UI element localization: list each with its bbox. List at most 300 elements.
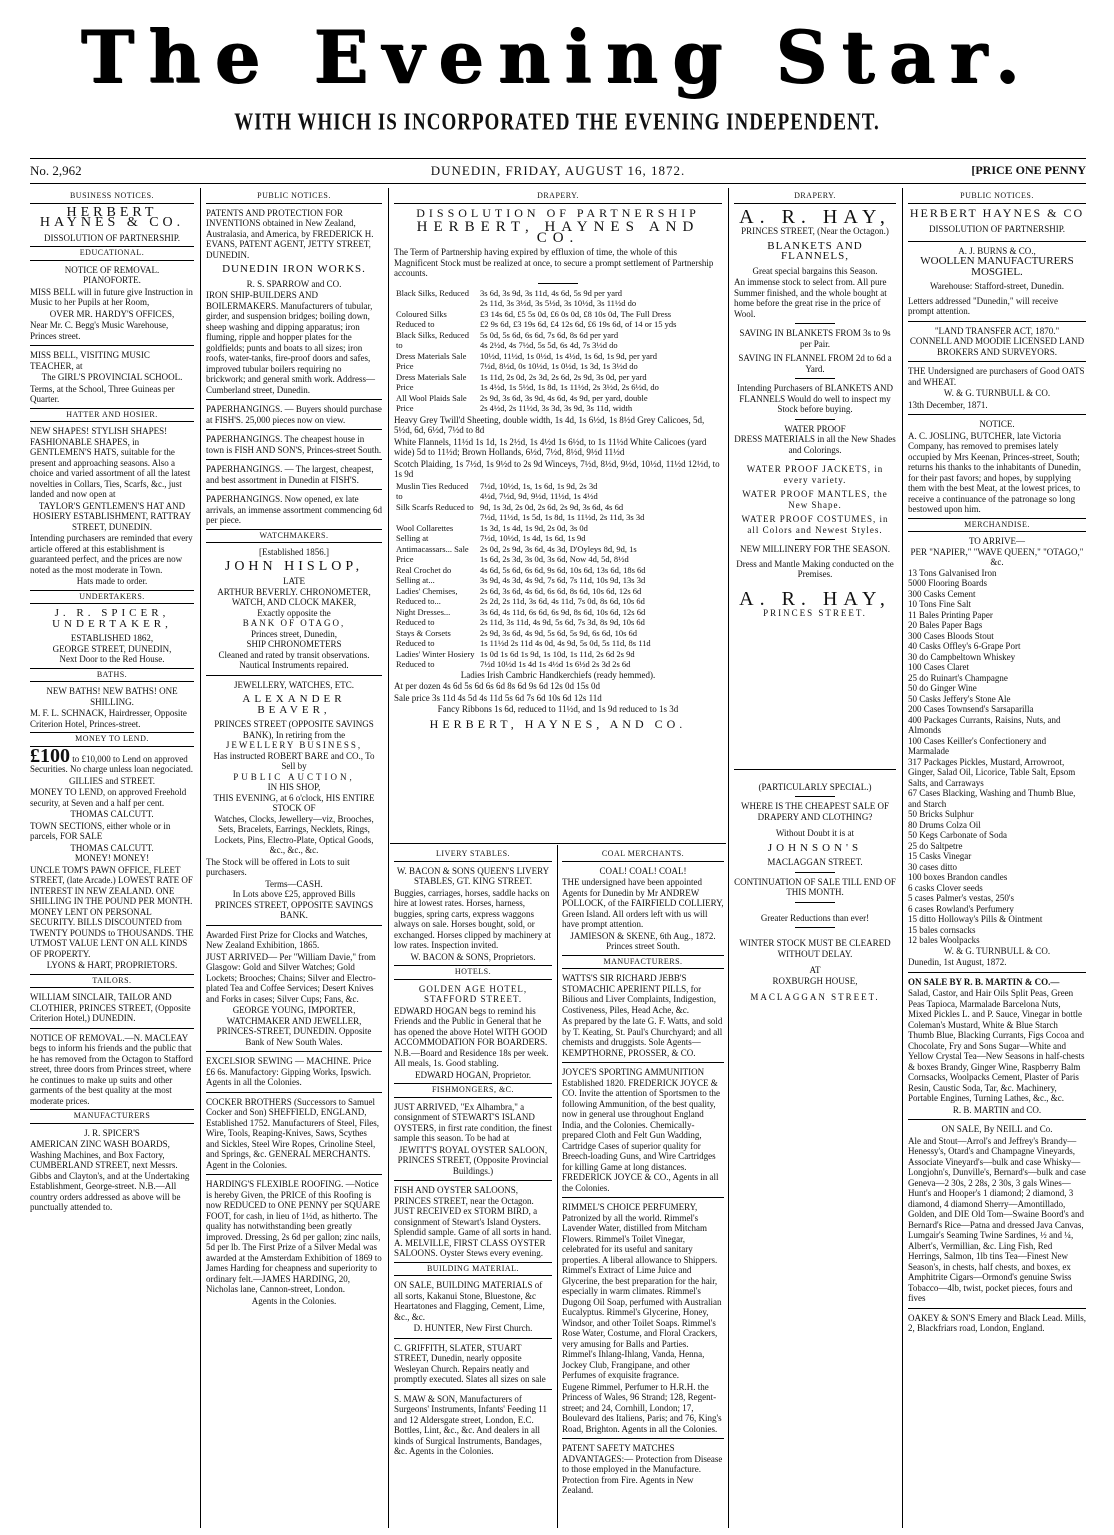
ad-title: HERBERT HAYNES & CO. — [39, 204, 185, 230]
divider — [795, 378, 835, 379]
divider — [394, 1389, 552, 1390]
ad-title: HERBERT, HAYNES AND CO. — [416, 219, 700, 246]
ad-title: NOTICE OF REMOVAL. — [64, 264, 160, 275]
pound-amount: £100 — [30, 744, 70, 767]
divider — [30, 1028, 194, 1029]
ad-text: D. HUNTER, New First Church. — [413, 1323, 533, 1333]
masthead-rule-bottom — [30, 183, 1086, 184]
ad-text: J. R. SPICER'S — [84, 1127, 140, 1138]
ad-text: Scotch Plaiding, 1s 7½d, 1s 9½d to 2s 9d Winceys, 7½d, 8½d, 9½d, 10½d, 11½d 12½d, to 1s 9d — [394, 458, 720, 479]
goods-item: 317 Packages Pickles, Mustard, Arrowroot, Ginger, Salad Oil, Licorice, Table Salt, Epsom Salts, and Carraways — [908, 756, 1076, 788]
price-values: 2s 6d, 3s 6d, 4s 6d, 6s 6d, 8s 6d, 10s 6d, 12s 6d 2s 2d, 2s 11d, 3s 6d, 4s 11d, 7s 0d, 8s 6d, 10s 6d — [480, 585, 645, 606]
goods-item: 6 casks Clover seeds — [908, 882, 983, 893]
ad-text: WATER PROOF COSTUMES, in all Colors and Newest Styles. — [741, 514, 889, 535]
price-table — [394, 481, 722, 670]
column-2 — [206, 190, 382, 1525]
ad-text: PAPERHANGINGS. — Buyers should purchase at FISH'S. 25,000 pieces now on view. — [206, 404, 382, 425]
divider — [562, 1197, 724, 1198]
ad-text: MISS BELL, VISITING MUSIC TEACHER, at — [30, 350, 150, 371]
goods-item: 30 do Campbeltown Whiskey — [908, 651, 1016, 662]
ad-text: JAMIESON & SKENE, 6th Aug., 1872. Princes street South. — [570, 930, 716, 951]
issue-number: No. 2,962 — [30, 163, 82, 178]
ad-text: EDWARD HOGAN, Proprietor. — [415, 1069, 531, 1080]
divider — [908, 414, 1086, 415]
ad-text: NEW MILLINERY FOR THE SEASON. — [739, 544, 891, 554]
ad-title: GOLDEN AGE HOTEL, STAFFORD STREET. — [418, 983, 528, 1004]
divider — [562, 1062, 724, 1063]
column-3b — [394, 848, 552, 1525]
divider — [206, 675, 382, 676]
section-rule — [390, 843, 726, 844]
ad-text: PAPERHANGINGS. The cheapest house in town is FISH AND SON'S, Princes-street South. — [206, 434, 382, 455]
ad-text: TOWN SECTIONS, either whole or in parcels, FOR SALE — [30, 820, 171, 841]
goods-item: 6 cases Rowland's Perfumery — [908, 903, 1014, 914]
ad-text: Ale and Stout—Arrol's and Jeffrey's Brandy—Henessy's, Otard's and Champagne Vineyards, Associate Vineyard's—bulk and case Whisky—Longjohn's, Dunville's, Bernard's—bulk and case Geneva—2 30s, 2 28s, 2 30s, 3 gals Wines—Hunt's and Hooper's 1 diamond; 2 diamond, 3 diamond, 4 diamond Sherry—Amontillado, Golden, and DIE Old Tom—Swaine Boord's and Bernard's Rice—Patna and dressed Java Canvas, Lumgair's Seaming Twine Sardines, ½ and ¼, Albert's, Vermillian, &c. Ling Fish, Red Herrings, Salmon, 1lb tins Tea—Finest New Season's, in chests, half chests, and boxes, ex Amphitrite Cigars—Ormond's genuine Swiss Tobacco—4lb, twist, pocket pieces, fours and fives — [908, 1135, 1086, 1303]
section-header: MONEY TO LEND. — [30, 732, 194, 747]
ad-text: C. GRIFFITH, SLATER, STUART STREET, Dunedin, nearly opposite Wesleyan Church. Repairs neatly and promptly executed. Slates all sizes on sale — [394, 1342, 546, 1384]
ad-text: Exactly opposite the — [257, 607, 331, 618]
ad-text: Intending Purchasers of BLANKETS AND FLANNELS Would do well to inspect my Stock before buying. — [737, 383, 893, 414]
newspaper-title: The Evening Star. — [80, 14, 1034, 99]
ad-text: DRESS MATERIALS in all the New Shades and Colorings. — [734, 434, 896, 455]
ad-text: Terms, at the School, Three Guineas per Quarter. — [30, 383, 175, 404]
divider — [795, 323, 835, 324]
ad-text: AMERICAN ZINC WASH BOARDS, Washing Machines, and Box Factory, CUMBERLAND STREET, next Messrs. Gibbs and Clayton's, and at the Undertaking Establishment, George-street. N.B.—All country orders addressed as above will be punctually attended to. — [30, 1139, 190, 1212]
ad-text: ON SALE, BUILDING MATERIALS of all sorts, Kakanui Stone, Bluestone, &c Heartatones and Flagging, Cement, Lime, &c., &c. — [394, 1280, 545, 1322]
price-values: 3s 6d, 4s 11d, 6s 6d, 6s 9d, 8s 6d, 10s 6d, 12s 6d 2s 11d, 3s 11d, 4s 9d, 5s 6d, 7s 3d, 8s 9d, 10s 6d — [480, 606, 646, 627]
ad-text: A. C. JOSLING, BUTCHER, late Victoria Company, has removed to premises lately occupied by Mrs Keenan, Princes-street, South; returns his thanks to the inhabitants of Dunedin, for their past favors; and hopes, by supplying them with the best Meat, at the lowest prices, to receive a continuance of the patronage so long bestowed upon him. — [908, 430, 1081, 514]
divider — [206, 489, 382, 490]
ad-text: UNCLE TOM'S PAWN OFFICE, FLEET STREET, (late Arcade.) LOWEST RATE OF INTEREST IN NEW ZEALAND. ONE SHILLING IN THE POUND PER MONTH. MONEY LENT ON PERSONAL SECURITY. BILLS DISCOUNTED from TWENTY POUNDS to THOUSANDS. THE UTMOST VALUE LENT ON ALL KINDS OF PROPERTY. — [30, 864, 194, 959]
price-item: Ladies' Winter Hosiery Reduced to — [396, 648, 475, 669]
price-values: 2s 0d, 2s 9d, 3s 6d, 4s 3d, D'Oyleys 8d, 9d, 1s 1s 6d, 2s 3d, 3s 0d, 3s 6d, Now 4d, 5d, 8½d — [480, 543, 637, 564]
divider — [795, 459, 835, 460]
section-header: BUILDING MATERIAL. — [394, 1262, 552, 1277]
ad-text: OVER MR. HARDY'S OFFICES, — [49, 308, 175, 319]
price-item: Night Dresses... Reduced to — [396, 606, 451, 627]
price-values: 4s 6d, 5s 6d, 6s 6d, 9s 6d, 10s 6d, 13s 6d, 18s 6d 3s 9d, 4s 3d, 4s 9d, 7s 6d, 7s 11d, 10s 9d, 13s 3d — [480, 564, 646, 585]
price-item: Real Crochet do Selling at... — [396, 564, 452, 585]
goods-item: 80 Drums Colza Oil — [908, 819, 981, 830]
ad-title: HERBERT, HAYNES, AND CO. — [429, 716, 687, 731]
price-row — [394, 607, 722, 628]
ad-text: JEWELLERY, WATCHES, ETC. — [234, 679, 354, 690]
ad-text: ARTHUR BEVERLY. CHRONOMETER, WATCH, AND CLOCK MAKER, — [217, 586, 371, 607]
goods-item: 300 Cases Bloods Stout — [908, 630, 994, 641]
ad-text: TAYLOR'S GENTLEMEN'S HAT AND HOSIERY ESTABLISHMENT, RATTRAY STREET, DUNEDIN. — [32, 500, 192, 532]
price-row — [394, 586, 722, 607]
ad-text: MONEY TO LEND, on approved Freehold security, at Seven and a half per cent. — [30, 787, 187, 808]
ad-text: "LAND TRANSFER ACT, 1870." — [934, 325, 1060, 336]
ad-text: WATER PROOF JACKETS, in every variety. — [746, 464, 884, 485]
section-header: LIVERY STABLES. — [394, 848, 552, 862]
ad-text: Terms—CASH. — [265, 878, 323, 889]
price-item: Dress Materials Sale Price — [396, 350, 467, 371]
goods-item: 30 cases ditto — [908, 861, 957, 872]
section-header: DRAPERY. — [394, 190, 722, 204]
ad-text: W. BACON & SONS, Proprietors. — [410, 951, 536, 962]
goods-item: 10 Tons Fine Salt — [908, 599, 971, 609]
price-row — [394, 309, 722, 330]
ad-title: JOHNSON'S — [767, 841, 863, 854]
ad-title: MONEY! MONEY! — [74, 853, 150, 863]
ad-title: ON SALE BY R. B. MARTIN & CO.— — [908, 976, 1060, 987]
ad-text: Without Doubt it is at — [775, 828, 855, 838]
ad-text: GEORGE STREET, DUNEDIN, — [52, 643, 172, 654]
ad-text: PIANOFORTE. — [83, 275, 141, 285]
ad-text: NOTICE. — [979, 419, 1015, 429]
divider — [206, 429, 382, 430]
divider — [908, 1119, 1086, 1120]
goods-item: 15 Casks Vinegar — [908, 851, 972, 861]
price-row — [394, 481, 722, 502]
price-item: Black Silks, Reduced to — [396, 329, 469, 350]
column-3c — [562, 848, 724, 1525]
price-row — [394, 565, 722, 586]
goods-item: 13 Tons Galvanised Iron — [908, 567, 997, 578]
ad-text: EDWARD HOGAN begs to remind his Friends and the Public in General that he has opened the above Hotel WITH GOOD ACCOMMODATION FOR BOARDERS. N.B.—Board and Residence 18s per week. All meals, 1s. Good stabling. — [394, 1005, 549, 1068]
ad-title: PER "NAPIER," "WAVE QUEEN," "OTAGO," &c. — [910, 546, 1084, 567]
ad-text: An immense stock to select from. All pure Summer finished, and the whole bought at home before the great rise in the price of Wool. — [734, 277, 887, 319]
ad-text: Agents in the Colonies. — [251, 1295, 337, 1306]
ad-text: Warehouse: Stafford-street, Dunedin. — [929, 281, 1065, 291]
goods-item: 25 do Ruinart's Champagne — [908, 672, 1008, 683]
price-item: Black Silks, Reduced — [396, 287, 469, 298]
column-divider — [728, 188, 729, 1528]
column-divider — [557, 845, 558, 1528]
price-item: All Wool Plaids Sale Price — [396, 392, 467, 413]
ad-title: CONNELL AND MOODIE LICENSED LAND BROKERS AND SURVEYORS. — [909, 336, 1085, 357]
section-header: COAL MERCHANTS. — [562, 848, 724, 862]
ad-title: WHERE IS THE CHEAPEST SALE OF DRAPERY AND CLOTHING? — [741, 801, 889, 822]
ad-text: JEWELLERY BUSINESS, — [225, 740, 363, 750]
price-item: Wool Collarettes Selling at — [396, 522, 454, 543]
price-row — [394, 649, 722, 670]
ad-text: to £10,000 to Lend on approved Securities. No charge unless loan negociated. — [30, 753, 194, 774]
section-header: FISHMONGERS, &C. — [394, 1083, 552, 1098]
ad-text: AT — [809, 965, 821, 975]
ad-text: Dunedin, 1st August, 1872. — [908, 957, 1007, 967]
ad-text: PATENT SAFETY MATCHES ADVANTAGES:— Protection from Disease to those employed in the Manufacture. Protection from Fire. Agents in New Zealand. — [562, 1443, 723, 1495]
divider — [795, 927, 835, 928]
ad-text: Near Mr. C. Begg's Music Warehouse, Princes street. — [30, 320, 169, 341]
column-1 — [30, 190, 194, 1525]
ad-title: COAL! COAL! COAL! — [599, 865, 687, 876]
ad-text: (PARTICULARLY SPECIAL.) — [758, 781, 872, 792]
divider — [734, 769, 896, 770]
ad-text: ESTABLISHED 1862, — [70, 633, 154, 643]
ad-text: R. S. SPARROW and CO. — [246, 278, 342, 289]
price-values: 1s 0d 1s 6d 1s 9d, 1s 10d, 1s 11d, 2s 6d 2s 9d 7½d 10½d 1s 4d 1s 4½d 1s 6½d 2s 3d 2s 6d — [480, 648, 635, 669]
divider — [795, 902, 835, 903]
ad-text: Next Door to the Red House. — [59, 654, 165, 664]
ad-text: 13th December, 1871. — [908, 399, 988, 410]
ad-text: LYONS & HART, PROPRIETORS. — [46, 960, 178, 970]
price-item: Dress Materials Sale Price — [396, 371, 467, 392]
section-header: DRAPERY. — [734, 190, 896, 204]
price-item: Coloured Silks Reduced to — [396, 308, 447, 329]
divider — [206, 1174, 382, 1175]
ad-title: WOOLLEN MANUFACTURERS MOSGIEL. — [920, 255, 1074, 278]
divider — [394, 1338, 552, 1339]
column-divider — [388, 188, 389, 1528]
ad-text: Dress and Mantle Making conducted on the Premises. — [736, 558, 894, 579]
issue-price: [PRICE ONE PENNY — [971, 163, 1086, 177]
divider — [908, 361, 1086, 362]
ad-text: MACLAGGAN STREET. — [767, 857, 863, 867]
section-header: TAILORS. — [30, 974, 194, 989]
dateline — [30, 163, 1086, 181]
ad-title: DISSOLUTION OF PARTNERSHIP — [416, 205, 700, 220]
ad-text: The Stock will be offered in Lots to suit purchasers. — [206, 856, 350, 877]
ad-title: A. R. HAY, — [739, 205, 891, 228]
ad-text: JUST ARRIVED— Per "William Davie," from Glasgow: Gold and Silver Watches; Gold Lockets; Brooches; Chains; Silver and Electro-plated Tea and Coffee Services; Desert Knives and Forks in cases; Silver Cups; Fans, &c. — [206, 951, 376, 1004]
section-header: UNDERTAKERS. — [30, 590, 194, 605]
ad-text: PUBLIC AUCTION, — [233, 771, 355, 782]
price-table — [394, 288, 722, 414]
ad-text: OAKEY & SON'S Emery and Black Lead. Mills, 2, Blackfriars road, London, England. — [908, 1312, 1086, 1333]
ad-text: Buggies, carriages, horses, saddle hacks on hire at lowest rates. Horses, harness, buggies, spring carts, express waggons always on sale. Horses bought, sold, or exchanged. Horses clipped by machinery at low rates. Inspection invited. — [394, 887, 551, 950]
divider — [795, 872, 835, 873]
ad-title: HERBERT HAYNES & CO — [909, 205, 1085, 220]
goods-item: 40 Casks Offley's 6-Grape Port — [908, 641, 1021, 651]
ad-text: Salad, Castor, and Hair Oils Split Peas, Green Peas Tapioca, Marmalade Barcelona Nuts, Mixed Pickles L. and P. Sauce, Vinegar in bottle Coleman's Mustard, White & Blue Starch Thumb Blue, Blacking Currants, Figs Cocoa and Chocolate, Fry and Sons Sugar—White and Yellow Crystal Tea—New Seasons in half-chests & boxes Brandy, Ginger Wine, Raspberry Balm Cornsacks, Woolpacks Cement, Plaster of Paris Resin, Caustic Soda, Tar, &c. Machinery, Portable Engines, Turning Lathes, &c., &c. — [908, 988, 1085, 1103]
column-divider — [200, 188, 201, 1528]
price-values: 1s 3d, 1s 4d, 1s 9d, 2s 0d, 3s 0d 7½d, 10½d, 1s 4d, 1s 6d, 1s 9d — [480, 522, 588, 543]
price-values: £3 14s 6d, £5 5s 0d, £6 0s 0d, £8 10s 0d, The Full Dress £2 9s 6d, £3 19s 6d, £4 12s 6d, £6 19s 6d, of 14 or 15 yds — [480, 308, 677, 329]
ad-title: ALEXANDER BEAVER, — [242, 693, 346, 716]
ad-text: EXCELSIOR SEWING — MACHINE. Price £6 6s. Manufactory: Gipping Works, Ipswich. Agents in all the Colonies. — [206, 1056, 372, 1087]
divider — [538, 283, 578, 284]
divider — [908, 321, 1086, 322]
ad-text: THE Undersigned are purchasers of Good OATS and WHEAT. — [908, 366, 1085, 387]
masthead — [0, 0, 1114, 160]
ad-text: HARDING'S FLEXIBLE ROOFING. —Notice is hereby Given, the PRICE of this Roofing is now REDUCED to ONE PENNY per SQUARE FOOT, for cash, in lieu of 1½d, as hitherto. The quality has notwithstanding been greatly improved. Dressing, 2s 6d per gallon; zinc nails, 5d per lb. The First Prize of a Silver Medal was awarded at the Amsterdam Exhibition of 1869 to James Harding for cheapness and superiority to ordinary felt.—JAMES HARDING, 20, Nicholas lane, Cannon-street, London. — [206, 1179, 382, 1294]
ad-text: RIMMEL'S CHOICE PERFUMERY, Patronized by all the world. Rimmel's Lavender Water, distilled from Mitcham Flowers. Rimmel's Toilet Vinegar, celebrated for its useful and sanitary properties. A liberal allowance to Shippers. Rimmel's Extract of Lime Juice and Glycerine, the best preparation for the hair, especially in warm climates. Rimmel's Dugong Oil Soap, perfumed with Australian Eucalyptus. Rimmel's Glycerine, Honey, Windsor, and other Toilet Soaps. Rimmel's Rose Water, Costume, and Floral Crackers, very amusing for Balls and Parties. Rimmel's Ihlang-Ihlang, Vanda, Henna, Jockey Club, Frangipane, and other Perfumes of exquisite fragrance. — [562, 1202, 722, 1380]
ad-text: GEORGE YOUNG, IMPORTER, WATCHMAKER AND JEWELLER, PRINCES-STREET, DUNEDIN. Opposite Bank of New South Wales. — [216, 1005, 372, 1047]
price-row — [394, 288, 722, 309]
ad-text: TO ARRIVE— — [968, 536, 1026, 546]
price-item: Antimacassars... Sale Price — [396, 543, 469, 564]
ad-text: NEW SHAPES! STYLISH SHAPES! FASHIONABLE SHAPES, in GENTLEMEN'S HATS, suitable for the present and approaching seasons. Also a choice and varied assortment of all the latest novelties in Collars, Ties, Scarfs, &c., just landed and now open at — [30, 426, 191, 499]
section-header: EDUCATIONAL. — [30, 246, 194, 261]
ad-text: Awarded First Prize for Clocks and Watches, New Zealand Exhibition, 1865. — [206, 929, 368, 950]
goods-item: 50 do Ginger Wine — [908, 683, 977, 693]
price-row — [394, 372, 722, 393]
ad-text: JEWITT'S ROYAL OYSTER SALOON, PRINCES STREET, (Opposite Provincial Buildings.) — [397, 1144, 549, 1176]
ad-text: IN HIS SHOP, — [267, 782, 321, 792]
ad-text: WATTS'S SIR RICHARD JEBB'S STOMACHIC APERIENT PILLS, for Bilious and Liver Complaints, Indigestion, Costiveness, Piles, Head Ache, &c. — [562, 973, 716, 1015]
price-item: Stays & Corsets Reduced to — [396, 627, 451, 648]
divider — [908, 241, 1086, 242]
price-row — [394, 628, 722, 649]
ad-text: PRINCES STREET, (Near the Octagon.) — [741, 226, 889, 236]
goods-item: 25 do Saltpetre — [908, 840, 963, 851]
ad-text: R. B. MARTIN and CO. — [952, 1104, 1042, 1115]
ad-text: S. MAW & SON, Manufacturers of Surgeons' Instruments, Infants' Feeding 11 and 12 Aldersgate street, London, E.C. Bottles, Lint, &c., &c. And dealers in all kinds of Surgical Instruments, Bandages, &c. Agents in the Colonies. — [394, 1393, 547, 1456]
ad-text: DISSOLUTION OF PARTNERSHIP. — [44, 232, 180, 243]
column-4 — [734, 190, 896, 1525]
price-item: Ladies' Chemises, Reduced to... — [396, 585, 458, 606]
goods-item: 100 Cases Claret — [908, 662, 969, 672]
price-row — [394, 330, 722, 351]
divider — [394, 1180, 552, 1181]
goods-item: 50 Kegs Carbonate of Soda — [908, 830, 1007, 840]
divider — [908, 1308, 1086, 1309]
ad-text: Intending purchasers are reminded that every article offered at this establishment is guaranteed perfect, and the prices are now noted as the most moderate in Town. — [30, 533, 193, 575]
ad-text: Cleaned and rated by transit observations. Nautical Instruments repaired. — [218, 649, 370, 670]
ad-title: WINTER STOCK MUST BE CLEARED WITHOUT DELAY. — [739, 938, 891, 959]
ad-text: THIS EVENING, at 6 o'clock, HIS ENTIRE STOCK OF — [213, 792, 375, 813]
ad-text: JOYCE'S SPORTING AMMUNITION Established 1820. FREDERICK JOYCE & CO. Invite the attention of Sportsmen to the following Ammunition, of the best quality, now in general use throughout England India, and the Colonies. Chemically-prepared Cloth and Felt Gun Wadding, Cartridge Cases of superior quality for Breech-loading Guns, and Wire Cartridges for killing Game at long distances. FREDERICK JOYCE & CO., Agents in all the Colonies. — [562, 1067, 720, 1193]
divider — [795, 419, 835, 420]
ad-text: DISSOLUTION OF PARTNERSHIP. — [929, 224, 1065, 234]
ad-title: NEW BATHS! NEW BATHS! ONE SHILLING. — [46, 686, 178, 707]
ad-text: PAPERHANGINGS. — The largest, cheapest, and best assortment in Dunedin at FISH'S. — [206, 464, 374, 485]
price-values: 10½d, 11½d, 1s 0½d, 1s 4½d, 1s 6d, 1s 9d, per yard 7½d, 8½d, 0s 10½d, 1s 0½d, 1s 3d, 1s 3½d do — [480, 350, 657, 371]
newspaper-subtitle: WITH WHICH IS INCORPORATED THE EVENING INDEPENDENT. — [234, 108, 880, 136]
issue-date: DUNEDIN, FRIDAY, AUGUST 16, 1872. — [430, 163, 686, 178]
ad-text: IRON SHIP-BUILDERS AND BOILERMAKERS. Manufacturers of tubular, girder, and suspension bridges; boiling down, sheep washing and dipping apparatus; iron fluming, ripple and hopper plates for the goldfields; punts and boats to all sizes; iron roofs, water-tanks, fire-proof doors and safes, improved tubular boilers requiring no brickwork; and general smith work. Address—Cumberland street, Dunedin. — [206, 290, 375, 395]
ad-text: M. F. L. SCHNACK, Hairdresser, Opposite Criterion Hotel, Princes-street. — [30, 708, 187, 729]
divider — [206, 399, 382, 400]
goods-item: 400 Packages Currants, Raisins, Nuts, and Almonds — [908, 714, 1061, 735]
ad-text: Watches, Clocks, Jewellery—viz, Brooches, Sets, Bracelets, Earrings, Necklets, Rings, Lockets, Pins, Electro-Plate, Optical Goods, &c., &c., &c. — [214, 813, 374, 855]
divider — [795, 539, 835, 540]
divider — [795, 796, 835, 797]
goods-item: 300 Casks Cement — [908, 588, 976, 599]
goods-item: 50 Bricks Sulphur — [908, 809, 974, 819]
goods-item: 20 Bales Paper Bags — [908, 620, 983, 630]
ad-text: BANK OF OTAGO, — [242, 618, 346, 628]
ad-text: SHIP CHRONOMETERS — [246, 639, 342, 649]
divider — [908, 972, 1086, 973]
ad-title: W. BACON & SONS QUEEN'S LIVERY STABLES, GT. KING STREET. — [396, 865, 550, 886]
ad-text: Heavy Grey Twill'd Sheeting, double width, 1s 4d, 1s 6½d, 1s 8½d Grey Calicoes, 5d, 5½d, 6d, 6½d, 7½d to 8d — [394, 414, 705, 435]
ad-text: In Lots above £25, approved Bills — [232, 889, 356, 899]
price-values: 5s 0d, 5s 6d, 6s 6d, 7s 6d, 8s 6d per yard 4s 2½d, 4s 7½d, 5s 5d, 6s 4d, 7s 3½d do — [480, 329, 619, 350]
ad-text: White Flannels, 11½d 1s 1d, 1s 2½d, 1s 4½d 1s 6½d, to 1s 11½d White Calicoes (yard wide) 5d to 11½d; Brown Hollands, 6½d, 7½d, 8½d, 9½d 11½d — [394, 436, 707, 457]
ad-text: PRINCES STREET, OPPOSITE SAVINGS BANK. — [214, 899, 374, 920]
ad-title: JOHN HISLOP, — [224, 558, 364, 574]
ad-text: Letters addressed "Dunedin," will receive prompt attention. — [908, 295, 1059, 316]
ad-text: Fancy Ribbons 1s 6d, reduced to 11½d, and 1s 9d reduced to 1s 3d — [437, 704, 679, 714]
ad-text: LATE — [283, 576, 305, 586]
ad-text: W. & G. TURNBULL & CO. — [943, 388, 1051, 398]
ad-text: GILLIES and STREET. — [68, 775, 156, 786]
ad-text: PRINCES STREET. — [763, 608, 867, 618]
ad-text: MISS BELL will in future give Instruction in Music to her Pupils at her Room, — [30, 286, 193, 307]
ad-title: CONTINUATION OF SALE TILL END OF THIS MONTH. — [734, 876, 896, 897]
section-header: BATHS. — [30, 668, 194, 683]
ad-text: SAVING IN FLANNEL FROM 2d to 6d a Yard. — [738, 353, 892, 374]
ad-text: THOMAS CALCUTT. — [70, 809, 154, 819]
ad-text: The Term of Partnership having expired by effluxion of time, the whole of this Magnificent Stock must be realized at once, to secure a prompt settlement of Partnership accounts. — [394, 247, 714, 278]
section-header: WATCHMAKERS. — [206, 529, 382, 544]
ad-text: A. J. BURNS & CO., — [958, 245, 1036, 256]
ad-text: JUST ARRIVED, "Ex Alhambra," a consignment of STEWART'S ISLAND OYSTERS, in first rate condition, the finest sample this season. To be had at — [394, 1101, 552, 1143]
goods-item: 15 bales cornsacks — [908, 924, 976, 935]
price-values: 7½d, 10½d, 1s, 1s 6d, 1s 9d, 2s 3d 4½d, 7½d, 9d, 9½d, 11½d, 1s 4½d — [480, 480, 598, 501]
ad-text: WATER PROOF MANTLES, the New Shape. — [742, 489, 888, 510]
ad-text: ROXBURGH HOUSE, — [772, 975, 858, 986]
ad-text: THE undersigned have been appointed Agents for Dunedin by Mr ANDREW POLLOCK, of the FAIRFIELD COLLIERY, Green Island. All orders left with us will have prompt attention. — [562, 877, 724, 929]
ad-title: BLANKETS AND FLANNELS, — [767, 239, 863, 262]
price-values: 9d, 1s 3d, 2s 0d, 2s 6d, 2s 9d, 3s 6d, 4s 6d 7½d, 11½d, 1s 5d, 1s 8d, 1s 11½d, 2s 11d, 3s 3d — [480, 501, 645, 522]
section-header: PUBLIC NOTICES. — [908, 190, 1086, 204]
ad-text: PATENTS AND PROTECTION FOR INVENTIONS obtained in New Zealand, Australasia, and America, by FREDERICK H. EVANS, PATENT AGENT, JETTY STREET, DUNEDIN. — [206, 207, 374, 260]
ad-text: THOMAS CALCUTT. — [70, 842, 154, 853]
column-3-drapery — [394, 190, 722, 840]
section-header: MANUFACTURERS. — [562, 955, 724, 970]
goods-item: 100 boxes Brandon candles — [908, 872, 1008, 882]
goods-item: 67 Cases Blacking, Washing and Thumb Blue, and Starch — [908, 788, 1076, 809]
ad-text: Great special bargains this Season. — [752, 265, 878, 276]
ad-text: Eugene Rimmel, Perfumer to H.R.H. the Princess of Wales, 96 Strand; 128, Regent-street; and 24, Cornhill, London; 17, Boulevard des Italiens, Paris; and 76, King's Road, Brighton. Agents in all the Colonies. — [562, 1381, 722, 1434]
price-values: 3s 6d, 3s 9d, 3s 11d, 4s 6d, 5s 9d per yard 2s 11d, 3s 3½d, 3s 5½d, 3s 10½d, 3s 11½d do — [480, 287, 637, 308]
price-values: 1s 11d, 2s 0d, 2s 3d, 2s 6d, 2s 9d, 3s 0d, per yard 1s 4½d, 1s 5½d, 1s 8d, 1s 11½d, 2s 3½d, 2s 6½d, do — [480, 371, 659, 392]
goods-item: 100 Cases Keiller's Confectionery and Marmalade — [908, 735, 1047, 756]
ad-text: The GIRL'S PROVINCIAL SCHOOL. — [41, 372, 183, 382]
section-header: MANUFACTURERS — [30, 1109, 194, 1124]
divider — [30, 345, 194, 346]
ad-text: MACLAGGAN STREET. — [750, 992, 880, 1002]
ad-title: DUNEDIN IRON WORKS. — [222, 263, 366, 275]
divider — [206, 1051, 382, 1052]
ad-text: PAPERHANGINGS. Now opened, ex late arrivals, an immense assortment commencing 6d per piece. — [206, 494, 382, 525]
section-header: BUSINESS NOTICES. — [30, 190, 194, 204]
ad-title: A. R. HAY, — [739, 587, 891, 610]
column-divider — [902, 188, 903, 1528]
goods-item: 200 Cases Townsend's Sarsaparilla — [908, 704, 1034, 714]
ad-text: [Established 1856.] — [259, 547, 329, 557]
section-header: HOTELS. — [394, 965, 552, 980]
goods-item: 5000 Flooring Boards — [908, 578, 988, 588]
price-row — [394, 544, 722, 565]
divider — [206, 459, 382, 460]
divider — [562, 1438, 724, 1439]
price-row — [394, 393, 722, 414]
price-values: 2s 9d, 3s 6d, 3s 9d, 4s 6d, 4s 9d, per yard, double 2s 4½d, 2s 11½d, 3s 3d, 3s 9d, 3s 11d, width — [480, 392, 648, 413]
ad-text: SAVING IN BLANKETS FROM 3s to 9s per Pair. — [739, 328, 891, 349]
price-row — [394, 351, 722, 372]
section-header: HATTER AND HOSIER. — [30, 408, 194, 423]
goods-item: 12 bales Woolpacks — [908, 935, 980, 945]
price-item: Muslin Ties Reduced to — [396, 480, 469, 501]
ad-text: NOTICE OF REMOVAL.—N. MACLEAY begs to inform his friends and the public that he has removed from the Octagon to Stafford street, three doors from Princes street, where he continues to make up suits and other garments of the best quality at the most moderate prices. — [30, 1032, 194, 1106]
goods-item: 50 Casks Jeffery's Stone Ale — [908, 693, 1011, 704]
price-row — [394, 523, 722, 544]
price-row — [394, 502, 722, 523]
goods-item: 11 Bales Printing Paper — [908, 609, 993, 620]
ad-text: Greater Reductions than ever! — [760, 912, 870, 923]
goods-list — [908, 568, 1086, 946]
price-item: Silk Scarfs Reduced to — [396, 501, 474, 512]
ad-text: WILLIAM SINCLAIR, TAILOR AND CLOTHIER, PRINCES STREET, (Opposite Criterion Hotel,) DUNEDIN. — [30, 992, 191, 1023]
ad-text: Hats made to order. — [76, 576, 148, 586]
section-header: MERCHANDISE. — [908, 518, 1086, 533]
masthead-rule-top — [30, 158, 1086, 159]
goods-item: 5 cases Palmer's vestas, 250's — [908, 893, 1014, 903]
ad-text: COCKER BROTHERS (Successors to Samuel Cocker and Son) SHEFFIELD, ENGLAND, Established 1752. Manufacturers of Steel, Files, Wire, Tools, Reaping-Knives, Saws, Scythes and Sickles, Steel Wire Ropes, Crinoline Steel, and Springs, &c. GENERAL MERCHANTS. Agent in the Colonies. — [206, 1096, 379, 1170]
ad-text: Has instructed ROBERT BARE and CO., To Sell by — [213, 750, 375, 771]
divider — [206, 925, 382, 926]
ad-text: Sale price 3s 11d 4s 5d 4s 11d 5s 6d 7s 6d 10s 6d 12s 11d — [394, 692, 602, 703]
ad-text: At per dozen 4s 6d 5s 6d 6s 6d 8s 6d 9s 6d 12s 0d 15s 0d — [394, 681, 600, 691]
section-header: PUBLIC NOTICES. — [206, 190, 382, 204]
ad-text: W. & G. TURNBULL & CO. — [943, 945, 1051, 956]
ad-title: ON SALE, By NEILL and Co. — [941, 1124, 1053, 1134]
